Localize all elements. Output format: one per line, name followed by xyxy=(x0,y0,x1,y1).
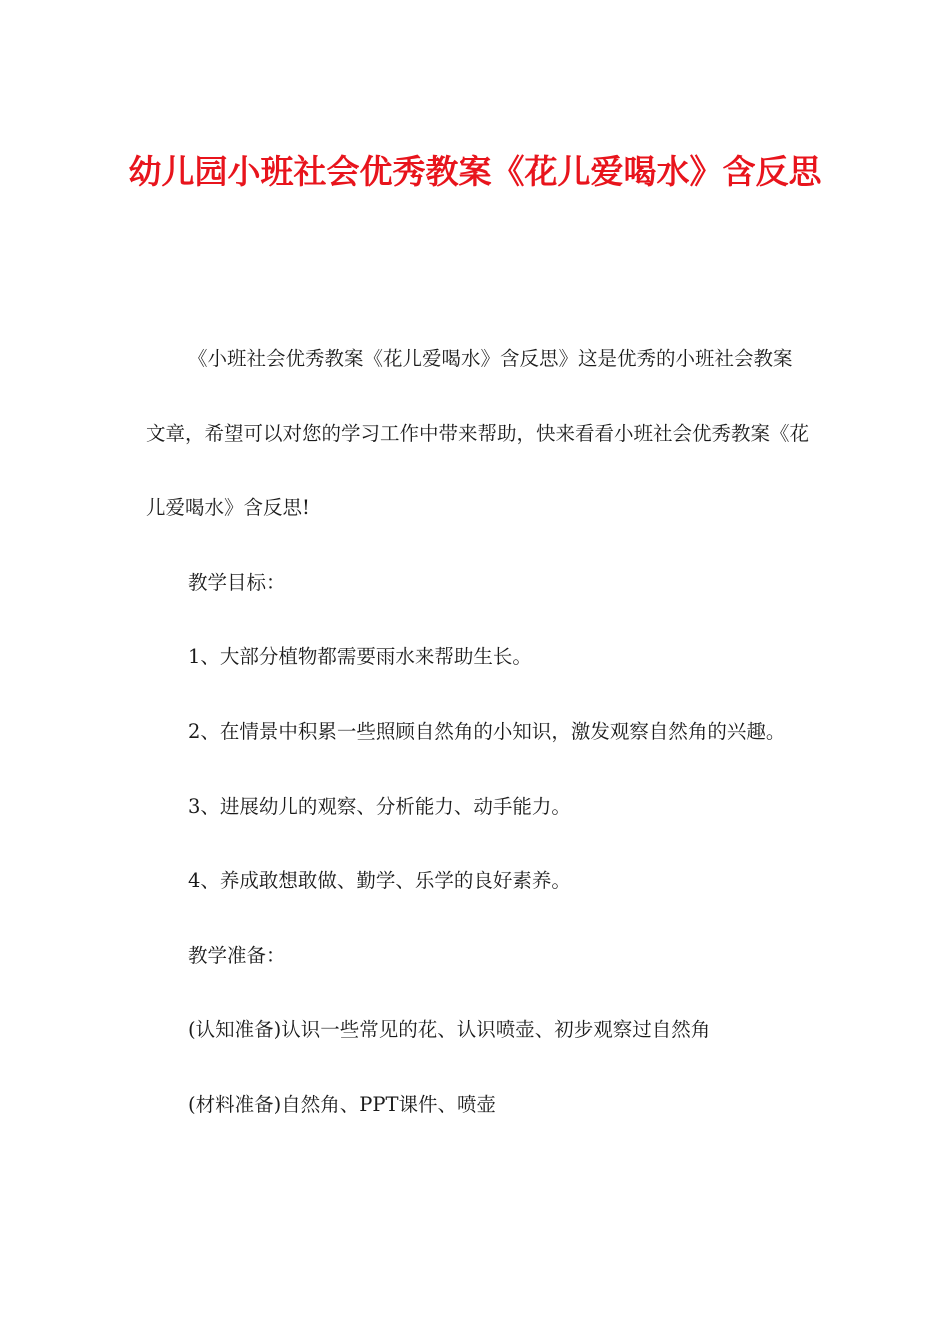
goal-item-3: 3、进展幼儿的观察、分析能力、动手能力。 xyxy=(188,794,571,818)
document-body xyxy=(146,322,811,1143)
goal-item-2: 2、在情景中积累一些照顾自然角的小知识，激发观察自然角的兴趣。 xyxy=(188,719,786,743)
section-heading-goals: 教学目标： xyxy=(188,570,286,594)
section-heading-preparation: 教学准备： xyxy=(188,943,286,967)
goal-item-1: 1、大部分植物都需要雨水来帮助生长。 xyxy=(188,645,532,669)
preparation-item-materials: (材料准备)自然角、PPT课件、喷壶 xyxy=(188,1092,496,1116)
goal-item-4: 4、养成敢想敢做、勤学、乐学的良好素养。 xyxy=(188,869,571,893)
preparation-item-cognitive: (认知准备)认识一些常见的花、认识喷壶、初步观察过自然角 xyxy=(188,1018,711,1042)
document-title: 幼儿园小班社会优秀教案《花儿爱喝水》含反思 xyxy=(128,152,822,191)
intro-paragraph: 《小班社会优秀教案《花儿爱喝水》含反思》这是优秀的小班社会教案文章，希望可以对您的学习工作中带来帮助，快来看看小班社会优秀教案《花儿爱喝水》含反思! xyxy=(146,347,810,520)
